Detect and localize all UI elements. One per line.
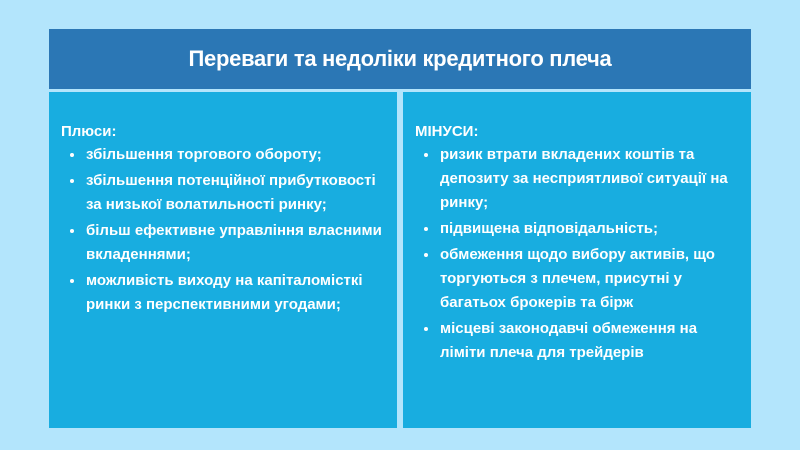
title-banner bbox=[49, 29, 751, 89]
pros-item-text: збільшення потенційної прибутковості за низької волатильності ринку; bbox=[86, 172, 376, 213]
pros-heading: Плюси: bbox=[61, 123, 117, 140]
bullet-icon bbox=[424, 153, 428, 157]
pros-list-item bbox=[61, 169, 387, 217]
cons-item-text: ризик втрати вкладених коштів та депозиту за несприятливої ситуації на ринку; bbox=[440, 146, 728, 211]
cons-list-item bbox=[415, 243, 741, 315]
cons-list-item bbox=[415, 143, 741, 215]
cons-heading: МІНУСИ: bbox=[415, 123, 479, 140]
bullet-icon bbox=[70, 179, 74, 183]
page-title: Переваги та недоліки кредитного плеча bbox=[188, 46, 612, 71]
cons-item-text: підвищена відповідальність; bbox=[440, 220, 659, 237]
cons-item-text: місцеві законодавчі обмеження на ліміти плеча для трейдерів bbox=[440, 320, 698, 361]
pros-item-text: можливість виходу на капіталомісткі ринки з перспективними угодами; bbox=[86, 272, 363, 313]
pros-panel bbox=[49, 92, 397, 428]
pros-item-text: збільшення торгового обороту; bbox=[86, 146, 322, 163]
bullet-icon bbox=[70, 153, 74, 157]
pros-list bbox=[61, 143, 387, 317]
bullet-icon bbox=[424, 227, 428, 231]
cons-list-item bbox=[415, 317, 741, 365]
cons-panel bbox=[403, 92, 751, 428]
cons-list bbox=[415, 143, 741, 365]
bullet-icon bbox=[424, 253, 428, 257]
bullet-icon bbox=[70, 229, 74, 233]
cons-item-text: обмеження щодо вибору активів, що торгуються з плечем, присутні у багатьох брокерів та бірж bbox=[440, 246, 715, 311]
pros-list-item bbox=[61, 143, 387, 167]
bullet-icon bbox=[70, 279, 74, 283]
bullet-icon bbox=[424, 327, 428, 331]
pros-item-text: більш ефективне управління власними вкладеннями; bbox=[86, 222, 382, 263]
cons-list-item bbox=[415, 217, 741, 241]
pros-list-item bbox=[61, 269, 387, 317]
pros-list-item bbox=[61, 219, 387, 267]
